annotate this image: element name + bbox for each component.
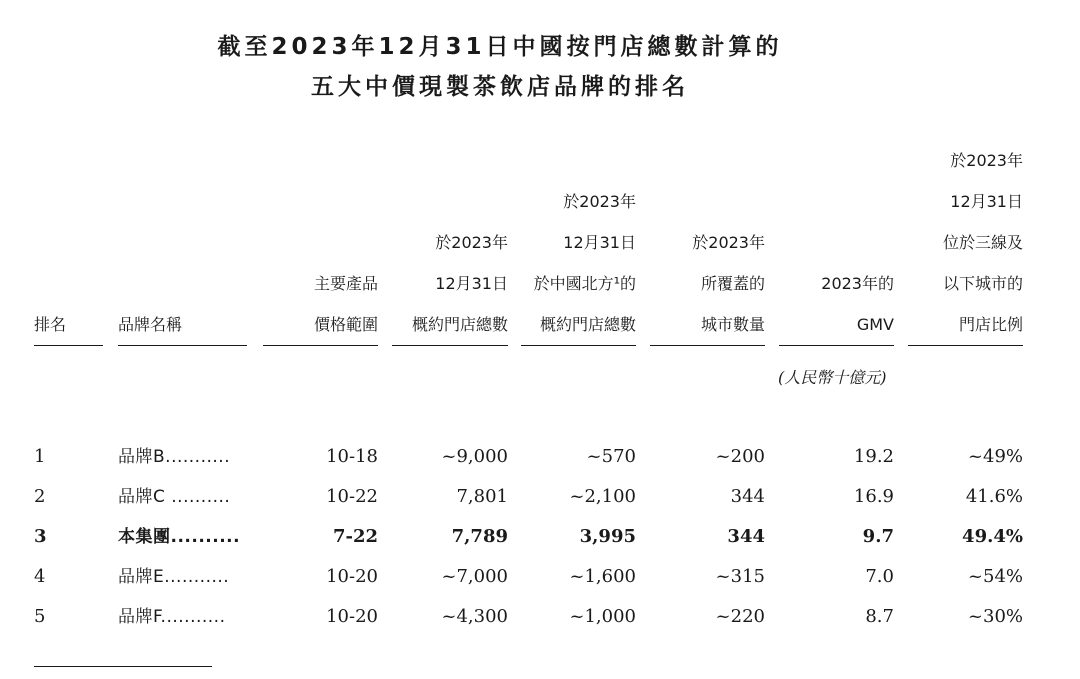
cell-north-stores: ~1,600 [569, 566, 636, 587]
cell-rank: 3 [34, 526, 47, 547]
cell-north-stores: 3,995 [579, 526, 636, 547]
cell-price-range: 10-22 [326, 486, 378, 507]
header-rule-north [521, 345, 636, 346]
footnote-divider [34, 666, 212, 667]
cell-cities-covered: ~200 [715, 446, 765, 467]
header-price-range: 主要產品 價格範圍 [313, 274, 378, 334]
header-rule-lowtier [908, 345, 1023, 346]
cell-rank: 5 [34, 606, 46, 627]
cell-rank: 2 [34, 486, 46, 507]
header-gmv: 2023年的 GMV [821, 274, 894, 334]
cell-price-range: 7-22 [332, 526, 378, 547]
header-rule-price [263, 345, 378, 346]
table-row [0, 557, 1080, 597]
cell-lowtier-ratio: 41.6% [965, 486, 1023, 507]
cell-total-stores: ~7,000 [441, 566, 508, 587]
cell-brand-name: 品牌F........... [118, 607, 226, 627]
cell-brand-name: 品牌B........... [118, 447, 231, 467]
cell-cities-covered: ~315 [715, 566, 765, 587]
header-rule-gmv [779, 345, 894, 346]
cell-gmv: 19.2 [853, 446, 894, 467]
header-lowtier-ratio: 於2023年 12月31日 位於三線及 以下城市的 門店比例 [942, 151, 1023, 334]
header-rule-brand [118, 345, 247, 346]
cell-price-range: 10-20 [326, 566, 378, 587]
cell-lowtier-ratio: 49.4% [962, 526, 1023, 547]
cell-price-range: 10-18 [326, 446, 378, 467]
header-rule-cities [650, 345, 765, 346]
cell-total-stores: 7,801 [456, 486, 508, 507]
cell-gmv: 7.0 [865, 566, 894, 587]
cell-brand-name: 品牌C .......... [118, 487, 231, 507]
header-rule-rank [34, 345, 103, 346]
cell-price-range: 10-20 [326, 606, 378, 627]
cell-rank: 4 [34, 566, 46, 587]
cell-total-stores: ~4,300 [441, 606, 508, 627]
cell-brand-name: 品牌E........... [118, 567, 230, 587]
cell-north-stores: ~1,000 [569, 606, 636, 627]
table-row [0, 437, 1080, 477]
header-brand-name: 品牌名稱 [118, 315, 183, 334]
cell-north-stores: ~570 [586, 446, 636, 467]
gmv-unit-label: (人民幣十億元) [778, 368, 887, 387]
cell-rank: 1 [34, 446, 46, 467]
header-rule-stores [392, 345, 508, 346]
header-total-stores: 於2023年 12月31日 概約門店總數 [411, 233, 508, 334]
cell-gmv: 9.7 [862, 526, 894, 547]
cell-total-stores: 7,789 [451, 526, 508, 547]
table-row [0, 517, 1080, 557]
cell-lowtier-ratio: ~49% [967, 446, 1023, 467]
document-title-line-2: 五大中價現製茶飲店品牌的排名 [311, 74, 689, 100]
cell-north-stores: ~2,100 [569, 486, 636, 507]
cell-cities-covered: ~220 [715, 606, 765, 627]
table-row [0, 477, 1080, 517]
document-title-line-1: 截至2023年12月31日中國按門店總數計算的 [217, 34, 783, 60]
header-north-stores: 於2023年 12月31日 於中國北方¹的 概約門店總數 [533, 192, 636, 334]
cell-cities-covered: 344 [730, 486, 765, 507]
table-row [0, 597, 1080, 637]
cell-gmv: 16.9 [853, 486, 894, 507]
cell-lowtier-ratio: ~54% [967, 566, 1023, 587]
cell-total-stores: ~9,000 [441, 446, 508, 467]
header-rank: 排名 [34, 315, 67, 334]
header-cities-covered: 於2023年 所覆蓋的 城市數量 [692, 233, 765, 334]
cell-brand-name: 本集團.......... [118, 527, 241, 547]
cell-gmv: 8.7 [865, 606, 894, 627]
cell-cities-covered: 344 [727, 526, 765, 547]
cell-lowtier-ratio: ~30% [967, 606, 1023, 627]
